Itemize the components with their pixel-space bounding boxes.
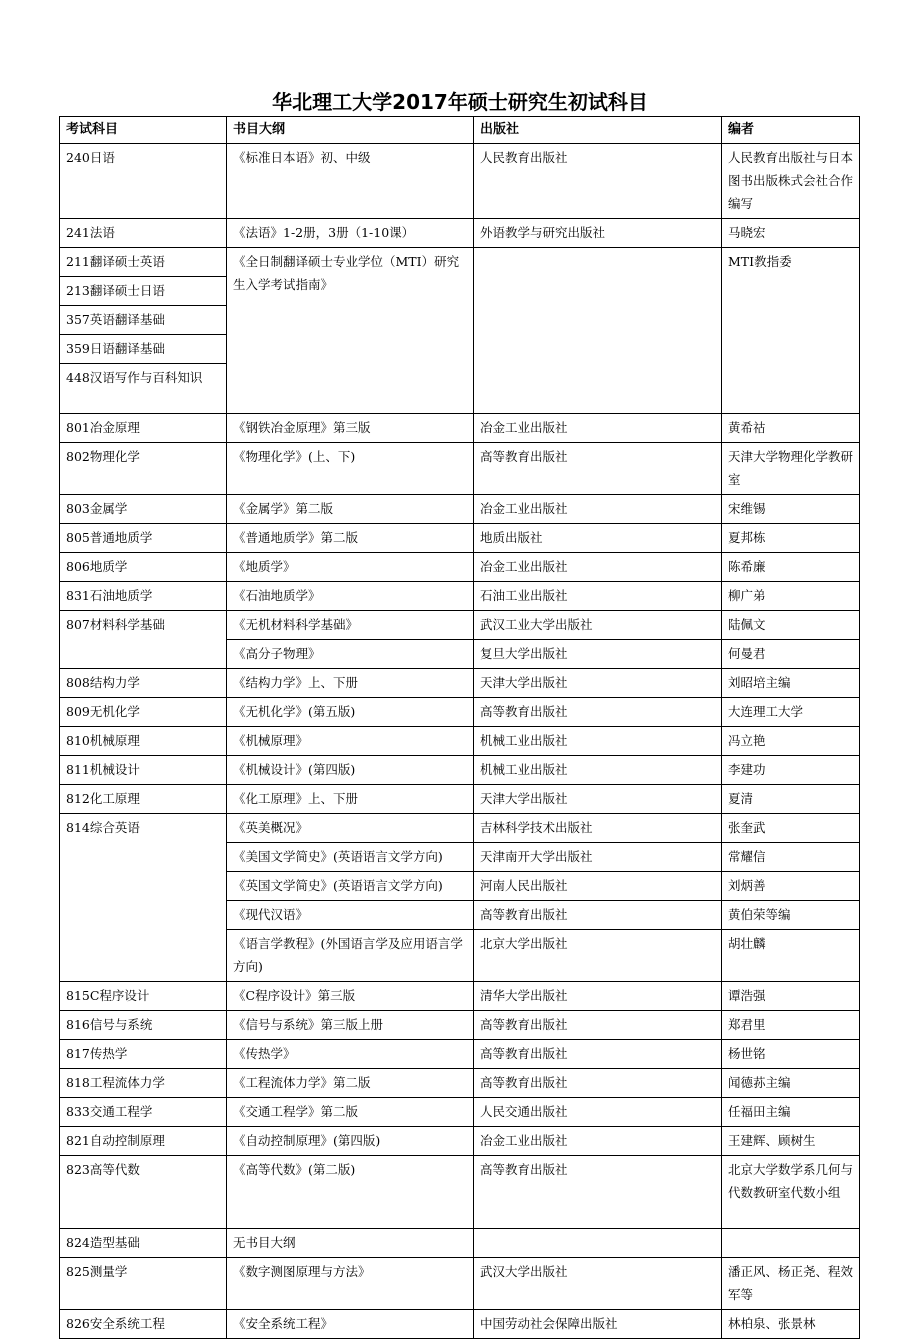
author-cell: 任福田主编 — [722, 1098, 860, 1127]
author-cell: 宋维锡 — [722, 495, 860, 524]
subject-cell: 816信号与系统 — [60, 1011, 227, 1040]
book-cell: 《物理化学》(上、下) — [227, 443, 474, 495]
subject-cell: 213翻译硕士日语 — [60, 277, 227, 306]
publisher-cell: 人民教育出版社 — [474, 144, 722, 219]
table-row — [60, 1069, 860, 1098]
book-cell: 《标准日本语》初、中级 — [227, 144, 474, 219]
author-cell: 谭浩强 — [722, 982, 860, 1011]
exam-subjects-table — [59, 116, 860, 1339]
book-cell: 《结构力学》上、下册 — [227, 669, 474, 698]
author-cell: 闻德荪主编 — [722, 1069, 860, 1098]
author-cell: 天津大学物理化学教研室 — [722, 443, 860, 495]
table-row — [60, 1229, 860, 1258]
book-cell: 《化工原理》上、下册 — [227, 785, 474, 814]
author-cell: 大连理工大学 — [722, 698, 860, 727]
table-row — [60, 1011, 860, 1040]
table-row — [60, 219, 860, 248]
table-row — [60, 248, 860, 277]
author-cell: 王建辉、顾树生 — [722, 1127, 860, 1156]
subject-cell: 801冶金原理 — [60, 414, 227, 443]
book-cell: 《英国文学简史》(英语语言文学方向) — [227, 872, 474, 901]
publisher-cell: 地质出版社 — [474, 524, 722, 553]
subject-cell: 826安全系统工程 — [60, 1310, 227, 1339]
subject-cell: 359日语翻译基础 — [60, 335, 227, 364]
publisher-cell — [474, 248, 722, 414]
author-cell: 人民教育出版社与日本图书出版株式会社合作编写 — [722, 144, 860, 219]
author-cell: 刘昭培主编 — [722, 669, 860, 698]
publisher-cell: 高等教育出版社 — [474, 698, 722, 727]
book-cell: 《英美概况》 — [227, 814, 474, 843]
table-row — [60, 814, 860, 843]
table-row — [60, 982, 860, 1011]
book-cell: 《普通地质学》第二版 — [227, 524, 474, 553]
subject-cell: 805普通地质学 — [60, 524, 227, 553]
publisher-cell: 天津南开大学出版社 — [474, 843, 722, 872]
publisher-cell: 吉林科学技术出版社 — [474, 814, 722, 843]
book-cell: 《机械原理》 — [227, 727, 474, 756]
author-cell: 何曼君 — [722, 640, 860, 669]
author-cell: 马晓宏 — [722, 219, 860, 248]
book-cell: 《交通工程学》第二版 — [227, 1098, 474, 1127]
publisher-cell: 冶金工业出版社 — [474, 495, 722, 524]
subject-cell: 812化工原理 — [60, 785, 227, 814]
book-cell: 《语言学教程》(外国语言学及应用语言学方向) — [227, 930, 474, 982]
table-body — [60, 144, 860, 1339]
book-cell: 《无机材料科学基础》 — [227, 611, 474, 640]
publisher-cell: 河南人民出版社 — [474, 872, 722, 901]
table-row — [60, 1310, 860, 1339]
author-cell: 张奎武 — [722, 814, 860, 843]
table-row — [60, 144, 860, 219]
table-row — [60, 553, 860, 582]
book-cell: 《安全系统工程》 — [227, 1310, 474, 1339]
subject-cell: 831石油地质学 — [60, 582, 227, 611]
book-cell: 《工程流体力学》第二版 — [227, 1069, 474, 1098]
book-cell: 《地质学》 — [227, 553, 474, 582]
subject-cell: 824造型基础 — [60, 1229, 227, 1258]
table-row — [60, 524, 860, 553]
publisher-cell: 天津大学出版社 — [474, 785, 722, 814]
table-row — [60, 1156, 860, 1229]
author-cell: 常耀信 — [722, 843, 860, 872]
book-cell: 《高等代数》(第二版) — [227, 1156, 474, 1229]
header-author: 编者 — [722, 117, 860, 144]
book-cell: 《全日制翻译硕士专业学位（MTI）研究生入学考试指南》 — [227, 248, 474, 414]
publisher-cell: 高等教育出版社 — [474, 901, 722, 930]
subject-cell: 825测量学 — [60, 1258, 227, 1310]
table-row — [60, 785, 860, 814]
book-cell: 《法语》1-2册，3册（1-10课） — [227, 219, 474, 248]
author-cell: 夏清 — [722, 785, 860, 814]
book-cell: 《自动控制原理》(第四版) — [227, 1127, 474, 1156]
publisher-cell: 人民交通出版社 — [474, 1098, 722, 1127]
publisher-cell: 外语教学与研究出版社 — [474, 219, 722, 248]
table-row — [60, 1127, 860, 1156]
publisher-cell: 冶金工业出版社 — [474, 414, 722, 443]
publisher-cell: 机械工业出版社 — [474, 727, 722, 756]
subject-cell: 241法语 — [60, 219, 227, 248]
author-cell: 刘炳善 — [722, 872, 860, 901]
publisher-cell: 武汉工业大学出版社 — [474, 611, 722, 640]
page-title: 华北理工大学2017年硕士研究生初试科目 — [272, 90, 648, 114]
publisher-cell: 冶金工业出版社 — [474, 553, 722, 582]
subject-cell: 806地质学 — [60, 553, 227, 582]
book-cell: 《石油地质学》 — [227, 582, 474, 611]
subject-cell: 802物理化学 — [60, 443, 227, 495]
book-cell: 无书目大纲 — [227, 1229, 474, 1258]
publisher-cell: 高等教育出版社 — [474, 1156, 722, 1229]
table-row — [60, 669, 860, 698]
table-row — [60, 727, 860, 756]
author-cell: 陈希廉 — [722, 553, 860, 582]
book-cell: 《金属学》第二版 — [227, 495, 474, 524]
subject-cell: 448汉语写作与百科知识 — [60, 364, 227, 414]
author-cell: 胡壮麟 — [722, 930, 860, 982]
header-publisher: 出版社 — [474, 117, 722, 144]
subject-cell: 815C程序设计 — [60, 982, 227, 1011]
table-header-row — [60, 117, 860, 144]
table-row — [60, 611, 860, 640]
table-row — [60, 698, 860, 727]
table-row — [60, 582, 860, 611]
publisher-cell: 高等教育出版社 — [474, 1069, 722, 1098]
author-cell — [722, 1229, 860, 1258]
subject-cell: 211翻译硕士英语 — [60, 248, 227, 277]
header-subject: 考试科目 — [60, 117, 227, 144]
table-row — [60, 1040, 860, 1069]
table-row — [60, 414, 860, 443]
book-cell: 《美国文学简史》(英语语言文学方向) — [227, 843, 474, 872]
publisher-cell — [474, 1229, 722, 1258]
book-cell: 《高分子物理》 — [227, 640, 474, 669]
author-cell: 林柏泉、张景林 — [722, 1310, 860, 1339]
publisher-cell: 冶金工业出版社 — [474, 1127, 722, 1156]
subject-cell: 807材料科学基础 — [60, 611, 227, 669]
subject-cell: 833交通工程学 — [60, 1098, 227, 1127]
subject-cell: 823高等代数 — [60, 1156, 227, 1229]
table-row — [60, 756, 860, 785]
publisher-cell: 高等教育出版社 — [474, 1011, 722, 1040]
publisher-cell: 石油工业出版社 — [474, 582, 722, 611]
subject-cell: 817传热学 — [60, 1040, 227, 1069]
subject-cell: 808结构力学 — [60, 669, 227, 698]
table-row — [60, 443, 860, 495]
author-cell: 夏邦栋 — [722, 524, 860, 553]
author-cell: 郑君里 — [722, 1011, 860, 1040]
book-cell: 《现代汉语》 — [227, 901, 474, 930]
subject-cell: 357英语翻译基础 — [60, 306, 227, 335]
book-cell: 《传热学》 — [227, 1040, 474, 1069]
author-cell: 黄希祜 — [722, 414, 860, 443]
subject-cell: 821自动控制原理 — [60, 1127, 227, 1156]
subject-cell: 240日语 — [60, 144, 227, 219]
header-book: 书目大纲 — [227, 117, 474, 144]
publisher-cell: 高等教育出版社 — [474, 1040, 722, 1069]
publisher-cell: 北京大学出版社 — [474, 930, 722, 982]
publisher-cell: 中国劳动社会保障出版社 — [474, 1310, 722, 1339]
publisher-cell: 武汉大学出版社 — [474, 1258, 722, 1310]
book-cell: 《机械设计》(第四版) — [227, 756, 474, 785]
author-cell: 杨世铭 — [722, 1040, 860, 1069]
publisher-cell: 高等教育出版社 — [474, 443, 722, 495]
publisher-cell: 天津大学出版社 — [474, 669, 722, 698]
author-cell: 柳广弟 — [722, 582, 860, 611]
subject-cell: 811机械设计 — [60, 756, 227, 785]
publisher-cell: 复旦大学出版社 — [474, 640, 722, 669]
subject-cell: 818工程流体力学 — [60, 1069, 227, 1098]
author-cell: 黄伯荣等编 — [722, 901, 860, 930]
author-cell: MTI教指委 — [722, 248, 860, 414]
book-cell: 《无机化学》(第五版) — [227, 698, 474, 727]
book-cell: 《C程序设计》第三版 — [227, 982, 474, 1011]
publisher-cell: 清华大学出版社 — [474, 982, 722, 1011]
subject-cell: 814综合英语 — [60, 814, 227, 982]
subject-cell: 803金属学 — [60, 495, 227, 524]
subject-cell: 809无机化学 — [60, 698, 227, 727]
author-cell: 李建功 — [722, 756, 860, 785]
publisher-cell: 机械工业出版社 — [474, 756, 722, 785]
subject-cell: 810机械原理 — [60, 727, 227, 756]
author-cell: 冯立艳 — [722, 727, 860, 756]
book-cell: 《信号与系统》第三版上册 — [227, 1011, 474, 1040]
book-cell: 《钢铁冶金原理》第三版 — [227, 414, 474, 443]
book-cell: 《数字测图原理与方法》 — [227, 1258, 474, 1310]
author-cell: 北京大学数学系几何与代数教研室代数小组 — [722, 1156, 860, 1229]
table-row — [60, 495, 860, 524]
table-row — [60, 1098, 860, 1127]
author-cell: 陆佩文 — [722, 611, 860, 640]
author-cell: 潘正风、杨正尧、程效军等 — [722, 1258, 860, 1310]
